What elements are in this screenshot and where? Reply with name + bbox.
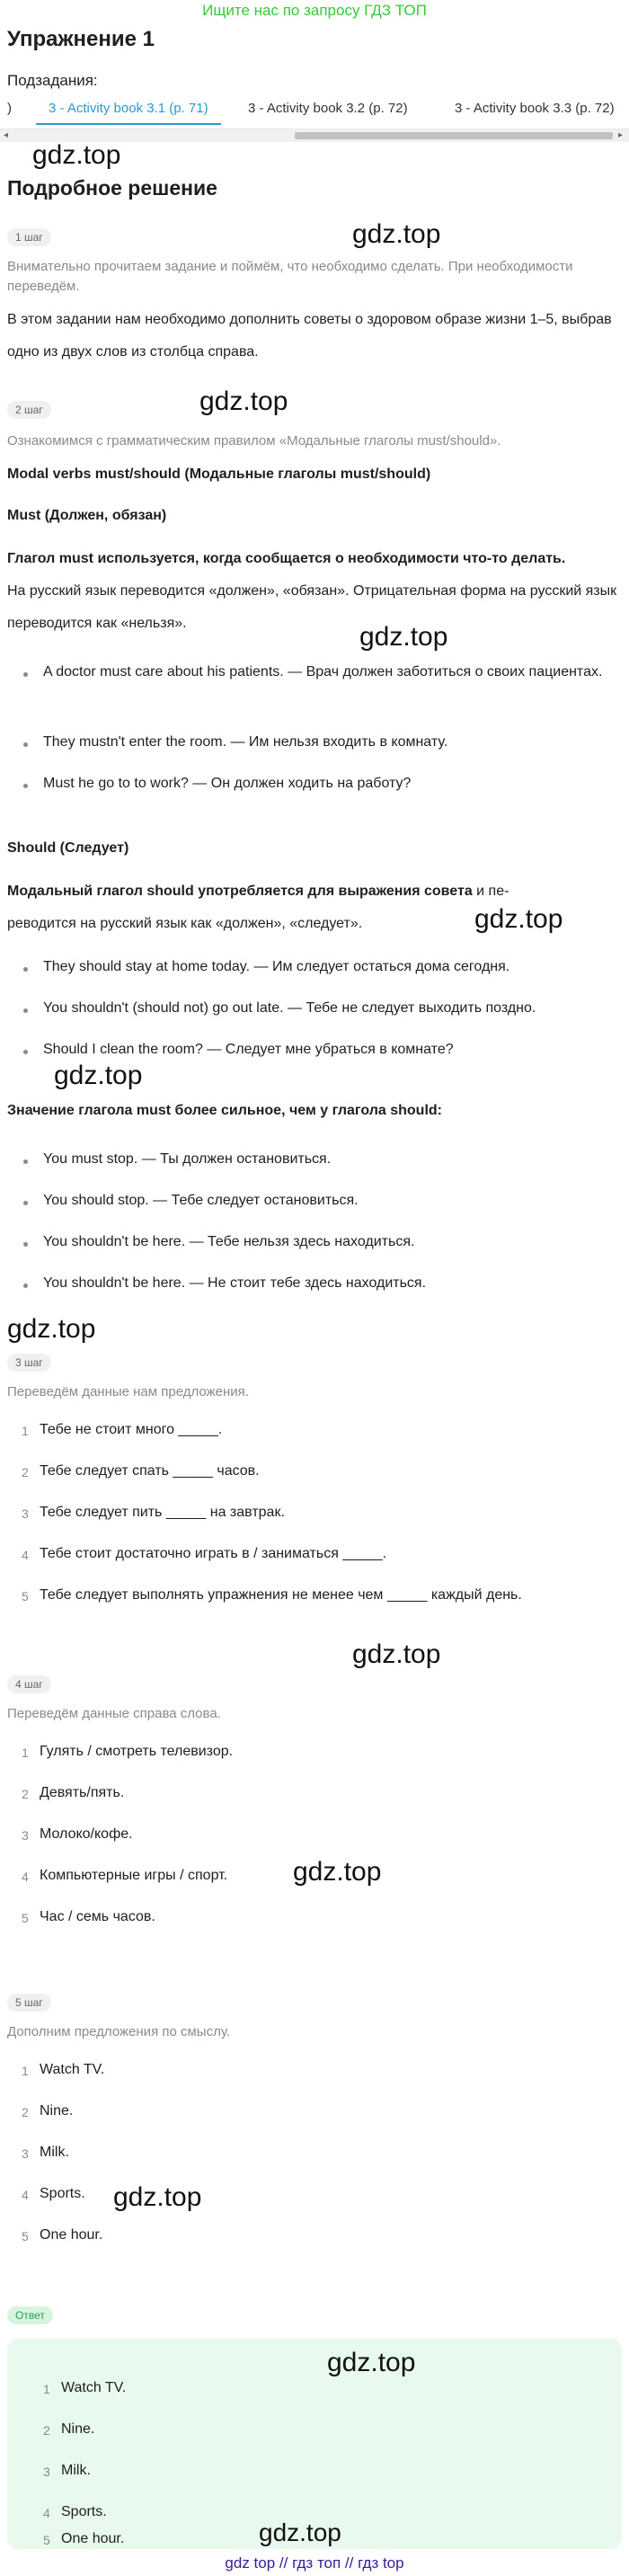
must-example-3: Must he go to to work? — Он должен ходить на работу?: [43, 776, 412, 791]
should-example-1: They should stay at home today. — Им следует остаться дома сегодня.: [43, 959, 510, 974]
bullet-dot: [23, 1050, 28, 1054]
item-number: 5: [43, 2533, 50, 2547]
step-4-item: Гулять / смотреть телевизор.: [40, 1744, 234, 1759]
compare-example-3: You shouldn't be here. — Тебе нельзя здесь находиться.: [43, 1234, 415, 1249]
item-number: 1: [43, 2382, 50, 2396]
step-1-intro: Внимательно прочитаем задание и поймём, что необходимо сделать. При необходимости переведём.: [7, 259, 573, 294]
step-5-item: Milk.: [40, 2145, 69, 2160]
watermark: gdz.top: [293, 1857, 382, 1887]
should-example-2: You shouldn't (should not) go out late. — Тебе не следует выходить поздно.: [43, 1000, 536, 1016]
bullet-dot: [23, 1284, 28, 1288]
step-5-item: One hour.: [40, 2227, 103, 2243]
search-banner: Ищите нас по запросу ГДЗ ТОП: [202, 2, 427, 19]
watermark: gdz.top: [7, 1314, 96, 1344]
must-example-1: A doctor must care about his patients. — Врач должен заботиться о своих пациентах.: [43, 664, 603, 680]
must-rule: Глагол must используется, когда сообщается о необходимости что-то делать.: [7, 551, 566, 566]
step-3-item: Тебе стоит достаточно играть в / заниматься _____.: [40, 1546, 387, 1561]
tab-activity-3-2[interactable]: 3 - Activity book 3.2 (p. 72): [248, 101, 408, 116]
step-4-intro: Переведём данные справа слова.: [7, 1706, 221, 1721]
scrollbar-thumb[interactable]: [295, 132, 613, 139]
compare-example-1: You must stop. — Ты должен остановиться.: [43, 1151, 332, 1167]
item-number: 2: [43, 2423, 50, 2438]
bullet-dot: [23, 1159, 28, 1164]
should-translation: реводится на русский язык как «должен», «следует».: [7, 916, 363, 931]
item-number: 5: [22, 1589, 29, 1603]
should-example-3: Should I clean the room? — Следует мне убраться в комнате?: [43, 1042, 454, 1057]
step-3-item: Тебе не стоит много _____.: [40, 1422, 223, 1437]
item-number: 3: [22, 2146, 29, 2161]
item-number: 4: [22, 1870, 29, 1884]
answer-badge: Ответ: [7, 2306, 53, 2324]
should-heading: Should (Следует): [7, 840, 129, 856]
step-4-badge: 4 шаг: [7, 1675, 51, 1693]
step-4-item: Час / семь часов.: [40, 1909, 155, 1924]
step-5-item: Sports.: [40, 2186, 85, 2201]
watermark: gdz.top: [352, 1639, 441, 1669]
scroll-right-icon[interactable]: ▸: [618, 130, 624, 140]
item-number: 3: [22, 1506, 29, 1521]
item-number: 4: [22, 2188, 29, 2202]
bullet-dot: [23, 967, 28, 972]
should-rule-tail: и пе-: [472, 884, 509, 899]
step-4-item: Девять/пять.: [40, 1785, 125, 1800]
must-example-2: They mustn't enter the room. — Им нельзя входить в комнату.: [43, 734, 448, 750]
watermark: gdz.top: [352, 219, 441, 249]
compare-example-4: You shouldn't be here. — Не стоит тебе здесь находиться.: [43, 1275, 427, 1291]
subtask-tabs: [0, 95, 629, 129]
item-number: 5: [22, 2229, 29, 2243]
watermark: gdz.top: [54, 1061, 143, 1090]
item-number: 4: [43, 2506, 50, 2520]
tab-partial[interactable]: ): [7, 101, 12, 116]
scroll-left-icon[interactable]: ◂: [4, 130, 9, 140]
solution-heading: Подробное решение: [7, 176, 217, 200]
bullet-dot: [23, 1008, 28, 1013]
step-4-item: Компьютерные игры / спорт.: [40, 1868, 228, 1883]
must-heading: Must (Должен, обязан): [7, 508, 167, 523]
step-3-item: Тебе следует пить _____ на завтрак.: [40, 1505, 285, 1520]
modal-verbs-heading: Modal verbs must/should (Модальные глаголы must/should): [7, 466, 431, 482]
step-2-badge: 2 шаг: [7, 401, 51, 419]
should-rule: [7, 875, 622, 908]
step-1-badge: 1 шаг: [7, 228, 51, 246]
footer-links[interactable]: gdz top // гдз топ // гдз top: [225, 2554, 404, 2572]
tab-activity-3-1[interactable]: 3 - Activity book 3.1 (p. 71): [36, 101, 221, 125]
step-3-badge: 3 шаг: [7, 1354, 51, 1372]
step-5-item: Nine.: [40, 2103, 74, 2119]
watermark: gdz.top: [327, 2348, 416, 2377]
step-3-item: Тебе следует спать _____ часов.: [40, 1463, 260, 1479]
bullet-dot: [23, 1242, 28, 1247]
item-number: 1: [22, 1745, 29, 1760]
subtasks-label: Подзадания:: [7, 72, 98, 89]
must-translation: На русский язык переводится «должен», «обязан». Отрицательная форма на русский язык переводится как «нельзя».: [7, 583, 617, 631]
item-number: 5: [22, 1911, 29, 1925]
watermark: gdz.top: [113, 2182, 202, 2212]
step-4-item: Молоко/кофе.: [40, 1826, 133, 1842]
answer-item: Nine.: [61, 2421, 95, 2437]
answer-item: One hour.: [61, 2531, 125, 2546]
bullet-dot: [23, 1201, 28, 1205]
should-rule-bold: Модальный глагол should употребляется для выражения совета: [7, 884, 473, 899]
step-3-intro: Переведём данные нам предложения.: [7, 1384, 249, 1399]
step-3-item: Тебе следует выполнять упражнения не менее чем _____ каждый день.: [40, 1587, 522, 1603]
item-number: 3: [43, 2465, 50, 2479]
tab-activity-3-3[interactable]: 3 - Activity book 3.3 (p. 72): [455, 101, 615, 116]
answer-item: Milk.: [61, 2463, 91, 2478]
step-5-intro: Дополним предложения по смыслу.: [7, 2024, 230, 2039]
compare-example-2: You should stop. — Тебе следует остановиться.: [43, 1193, 359, 1208]
item-number: 1: [22, 2064, 29, 2078]
step-5-badge: 5 шаг: [7, 1994, 51, 2012]
item-number: 3: [22, 1828, 29, 1843]
item-number: 2: [22, 2105, 29, 2119]
step-1-text: В этом задании нам необходимо дополнить советы о здоровом образе жизни 1–5, выбрав одно из двух слов из столбца справа.: [7, 312, 612, 360]
bullet-dot: [23, 784, 28, 788]
item-number: 4: [22, 1548, 29, 1562]
watermark: gdz.top: [32, 140, 121, 170]
bullet-dot: [23, 742, 28, 747]
watermark: gdz.top: [474, 904, 563, 934]
watermark: gdz.top: [259, 2518, 341, 2546]
compare-rule: Значение глагола must более сильное, чем у глагола should:: [7, 1103, 442, 1118]
step-5-item: Watch TV.: [40, 2062, 105, 2077]
answer-item: Sports.: [61, 2504, 107, 2519]
watermark: gdz.top: [199, 386, 288, 416]
answer-item: Watch TV.: [61, 2380, 127, 2395]
page-title: Упражнение 1: [7, 27, 155, 51]
item-number: 2: [22, 1787, 29, 1801]
bullet-dot: [23, 672, 28, 677]
item-number: 2: [22, 1465, 29, 1479]
step-2-intro: Ознакомимся с грамматическим правилом «Модальные глаголы must/should».: [7, 433, 501, 449]
watermark: gdz.top: [359, 622, 448, 652]
item-number: 1: [22, 1424, 29, 1438]
